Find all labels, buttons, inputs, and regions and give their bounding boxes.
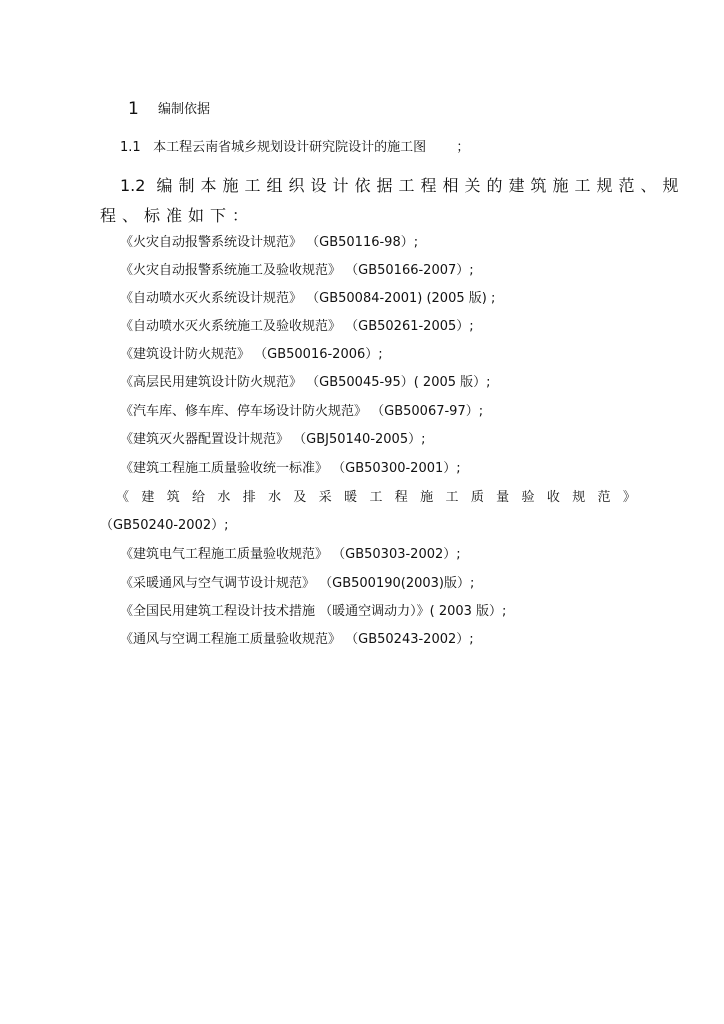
spread-char: 采 [318,490,332,505]
standard-item: 《通风与空调工程施工质量验收规范》 （GB50243-2002）; [120,632,474,647]
spread-char: 验 [521,490,535,505]
item-1-2-line1 [120,176,685,196]
spread-char: 水 [268,490,282,505]
spread-char: 规 [572,490,586,505]
item-1-2-line2: 程、标准如下： [100,206,255,225]
spread-char: 给 [192,490,206,505]
spread-char: 施 [420,490,434,505]
item-1-1-end: ； [456,140,470,155]
item-1-1-text: 本工程云南省城乡规划设计研究院设计的施工图 [153,140,427,155]
standard-item: 《火灾自动报警系统施工及验收规范》 （GB50166-2007）; [120,263,474,278]
spread-char: 程 [394,490,408,505]
item-1-1 [120,140,469,156]
standard-item-spread [116,490,636,506]
standard-item: 《采暖通风与空气调节设计规范》 （GB500190(2003)版）; [120,576,475,591]
standard-item: 《高层民用建筑设计防火规范》 （GB50045-95）( 2005 版）; [120,375,491,390]
spread-char: 》 [622,490,636,505]
spread-char: 工 [445,490,459,505]
spread-char: 建 [141,490,155,505]
section-number: 1 [128,99,139,119]
spread-char: 范 [597,490,611,505]
standard-item: 《火灾自动报警系统设计规范》 （GB50116-98）; [120,235,419,250]
spread-char: 水 [217,490,231,505]
standard-item: 《建筑工程施工质量验收统一标准》 （GB50300-2001）; [120,461,461,476]
item-1-2-text-line1: 编制本施工组织设计依据工程相关的建筑施工规范、规 [156,176,685,195]
spread-char: 收 [546,490,560,505]
standard-item-continuation: （GB50240-2002）; [100,518,229,533]
standard-item: 《建筑灭火器配置设计规范》 （GBJ50140-2005）; [120,432,426,447]
standard-item: 《全国民用建筑工程设计技术措施 （暖通空调动力）》( 2003 版）; [120,604,507,619]
item-1-2-number: 1.2 [120,176,146,195]
spread-char: 工 [369,490,383,505]
spread-char: 《 [116,490,130,505]
standard-item: 《建筑设计防火规范》 （GB50016-2006）; [120,347,383,362]
spread-char: 质 [470,490,484,505]
spread-char: 暖 [344,490,358,505]
section-title: 编制依据 [158,102,211,117]
standard-item: 《自动喷水灭火系统设计规范》 （GB50084-2001) (2005 版) ; [120,291,496,306]
standard-item: 《建筑电气工程施工质量验收规范》 （GB50303-2002）; [120,547,461,562]
spread-char: 及 [293,490,307,505]
standard-item: 《汽车库、修车库、停车场设计防火规范》 （GB50067-97）; [120,404,484,419]
standard-item: 《自动喷水灭火系统施工及验收规范》 （GB50261-2005）; [120,319,474,334]
spread-char: 量 [496,490,510,505]
item-1-1-number: 1.1 [120,140,141,155]
spread-char: 筑 [166,490,180,505]
spread-char: 排 [242,490,256,505]
